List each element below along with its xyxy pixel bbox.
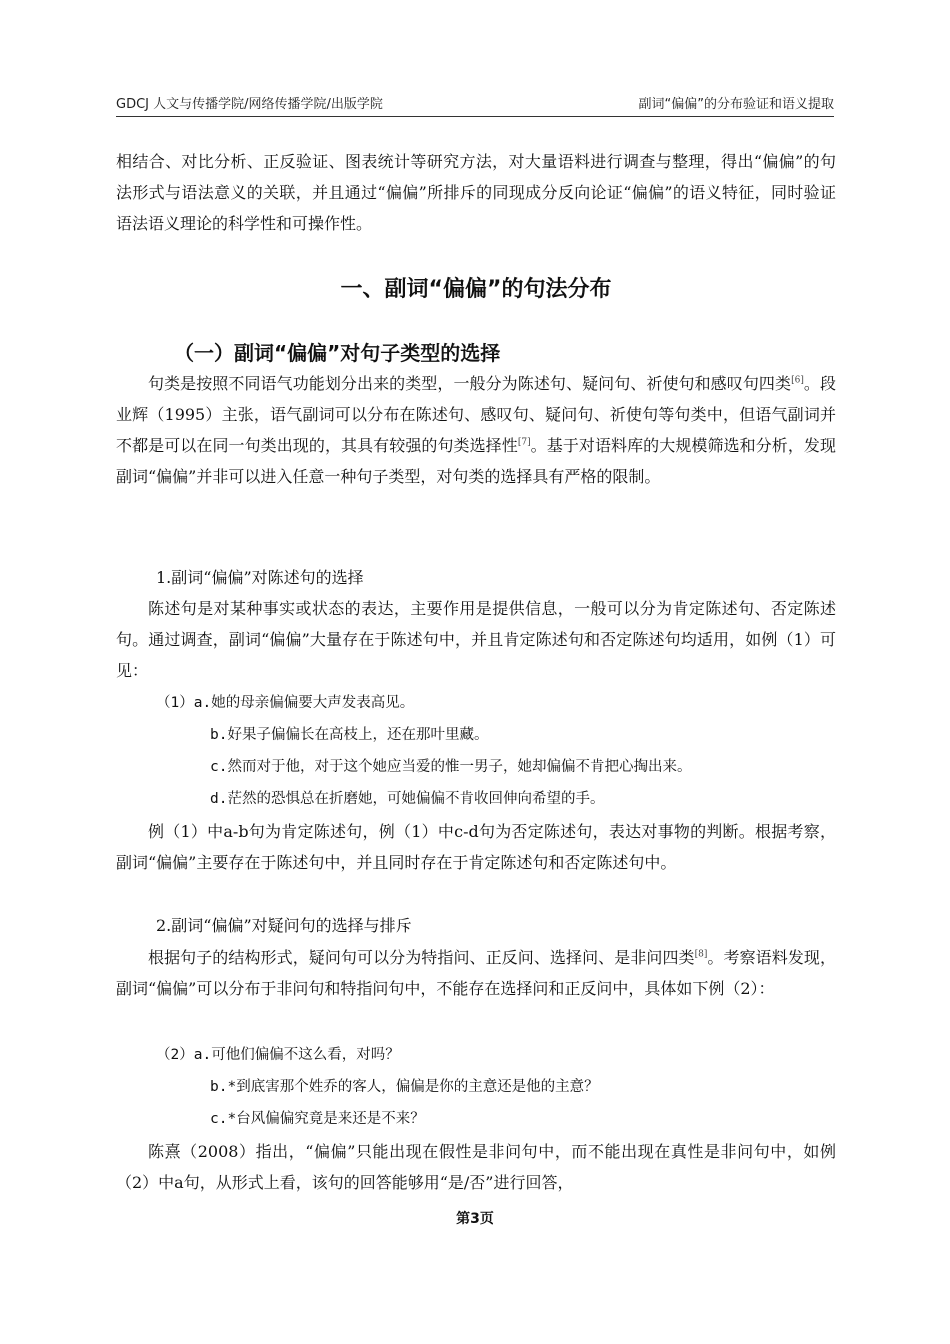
citation-ref: [8] xyxy=(694,949,708,960)
example-2c: c.*台风偏偏究竟是来还是不来？ xyxy=(210,1111,425,1127)
paragraph-interrogative xyxy=(116,942,836,1004)
example-1b: b.好果子偏偏长在高枝上，还在那叶里藏。 xyxy=(210,727,489,743)
example-1a: （1）a.她的母亲偏偏要大声发表高见。 xyxy=(156,695,415,711)
section-title: 一、副词“偏偏”的句法分布 xyxy=(340,277,612,302)
intro-paragraph: 相结合、对比分析、正反验证、图表统计等研究方法，对大量语料进行调查与整理，得出“偏偏”的句法形式与语法意义的关联，并且通过“偏偏”所排斥的同现成分反向论证“偏偏”的语义特征，同时验证语法语义理论的科学性和可操作性。 xyxy=(116,152,836,233)
example-2b: b.*到底害那个姓乔的客人，偏偏是你的主意还是他的主意？ xyxy=(210,1079,599,1095)
paragraph-text: 。段业辉（1995）主张，语气副词可以分布在陈述句、感叹句、疑问句、祈使句等句类中，但语气副词并不都是可以在同一句类出现的，其具有较强的句类选择性 xyxy=(116,374,836,455)
page-number: 第3页 xyxy=(456,1211,494,1227)
citation-ref: [6] xyxy=(791,375,804,386)
paragraph-sentence-types xyxy=(116,368,836,492)
paragraph-text: 根据句子的结构形式，疑问句可以分为特指问、正反问、选择问、是非问四类 xyxy=(148,948,695,967)
header-institution: GDCJ 人文与传播学院/网络传播学院/出版学院 xyxy=(116,97,383,112)
paragraph-analysis-1: 例（1）中a-b句为肯定陈述句，例（1）中c-d句为否定陈述句，表达对事物的判断。根据考察，副词“偏偏”主要存在于陈述句中，并且同时存在于肯定陈述句和否定陈述句中。 xyxy=(116,822,836,872)
paragraph-declarative: 陈述句是对某种事实或状态的表达，主要作用是提供信息，一般可以分为肯定陈述句、否定陈述句。通过调查，副词“偏偏”大量存在于陈述句中，并且肯定陈述句和否定陈述句均适用，如例（1）可见： xyxy=(116,599,836,680)
header-paper-title: 副词“偏偏”的分布验证和语义提取 xyxy=(638,97,834,112)
subheading-interrogative: 2.副词“偏偏”对疑问句的选择与排斥 xyxy=(156,916,412,935)
example-2a: （2）a.可他们偏偏不这么看，对吗？ xyxy=(156,1047,400,1063)
paragraph-analysis-2: 陈熹（2008）指出，“偏偏”只能出现在假性是非问句中，而不能出现在真性是非问句中，如例（2）中a句，从形式上看，该句的回答能够用“是/否”进行回答， xyxy=(116,1142,836,1192)
paragraph-text: 。考察语料发现，副词“偏偏”可以分布于非问句和特指问句中，不能存在选择问和正反问中，具体如下例（2）： xyxy=(116,948,836,998)
example-1c: c.然而对于他，对于这个她应当爱的惟一男子，她却偏偏不肯把心掏出来。 xyxy=(210,759,692,775)
subheading-declarative: 1.副词“偏偏”对陈述句的选择 xyxy=(156,568,364,587)
page-header xyxy=(116,94,834,117)
subsection-title: （一）副词“偏偏”对句子类型的选择 xyxy=(174,341,501,365)
paragraph-text: 句类是按照不同语气功能划分出来的类型，一般分为陈述句、疑问句、祈使句和感叹句四类 xyxy=(148,374,792,393)
citation-ref: [7] xyxy=(517,437,531,448)
paragraph-text: 。基于对语料库的大规模筛选和分析，发现副词“偏偏”并非可以进入任意一种句子类型，对句类的选择具有严格的限制。 xyxy=(116,436,836,486)
example-1d: d.茫然的恐惧总在折磨她，可她偏偏不肯收回伸向希望的手。 xyxy=(210,791,605,807)
